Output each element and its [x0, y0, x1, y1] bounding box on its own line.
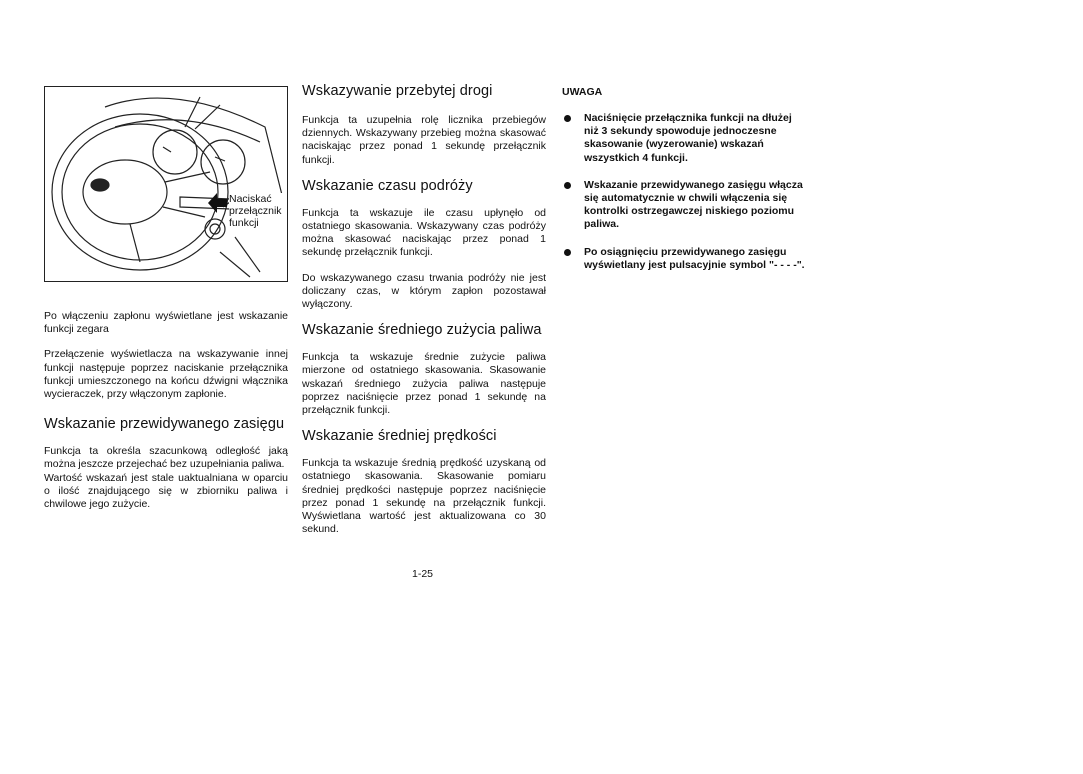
steering-wheel-drawing: [45, 87, 288, 282]
heading-trip-distance: Wskazywanie przebytej drogi: [302, 83, 493, 99]
paragraph-range-2: Wartość wskazań jest stale uaktualniana w oparciu o ilość znajdującego się w zbiorniku paliwa i chwilowe jego zużycie.: [44, 471, 288, 511]
paragraph-trip-time-1: Funkcja ta wskazuje ile czasu upłynęło od ostatniego skasowania. Wskazywany czas podróży można skasować naciskając przez ponad 1 sekundę przełącznik funkcji.: [302, 206, 546, 259]
heading-range: Wskazanie przewidywanego zasięgu: [44, 416, 285, 433]
paragraph-ignition: Po włączeniu zapłonu wyświetlane jest wskazanie funkcji zegara: [44, 310, 288, 336]
note-bullet-2: [562, 179, 808, 232]
note-title: UWAGA: [562, 86, 603, 98]
paragraph-trip-time-2: Do wskazywanego czasu trwania podróży nie jest doliczany czas, w którym zapłon pozostawał wyłączony.: [302, 271, 546, 311]
bullet-dot-icon: [564, 249, 571, 256]
note-bullet-3-text: Po osiągnięciu przewidywanego zasięgu wyświetlany jest pulsacyjnie symbol "- - - -".: [584, 245, 805, 271]
steering-wheel-illustration: [44, 86, 288, 282]
left-column: [44, 86, 288, 511]
page-number: 1-25: [412, 568, 434, 580]
paragraph-avg-fuel: Funkcja ta wskazuje średnie zużycie paliwa mierzone od ostatniego skasowania. Skasowanie wskazań średniego zużycia paliwa następuje poprzez naciśnięcie przez ponad 1 sekundę na przełącznik funkcji.: [302, 351, 546, 417]
heading-avg-speed: Wskazanie średniej prędkości: [302, 428, 497, 445]
note-bullet-1: [562, 112, 808, 165]
middle-column: [302, 82, 546, 536]
bullet-dot-icon: [564, 115, 571, 122]
paragraph-trip-distance: Funkcja ta uzupełnia rolę licznika przebiegów dziennych. Wskazywany przebieg można skasować naciskając przez ponad 1 sekundę przełącznik funkcji.: [302, 114, 546, 166]
paragraph-switching: Przełączenie wyświetlacza na wskazywanie innej funkcji następuje poprzez naciskanie przełącznika funkcji umieszczonego na końcu dźwigni włącznika wycieraczek, przy włączonym zapłonie.: [44, 348, 288, 401]
note-bullet-2-text: Wskazanie przewidywanego zasięgu włącza się automatycznie w chwili włączenia się kontrolki ostrzegawczej niskiego poziomu paliwa.: [584, 178, 803, 231]
bullet-dot-icon: [564, 182, 571, 189]
figure-callout: [229, 193, 288, 229]
heading-avg-fuel: Wskazanie średniego zużycia paliwa: [302, 322, 542, 339]
heading-trip-time: Wskazanie czasu podróży: [302, 177, 473, 194]
callout-line-3: funkcji: [229, 217, 259, 229]
paragraph-avg-speed: Funkcja ta wskazuje średnią prędkość uzyskaną od ostatniego skasowania. Skasowanie pomiaru średniej prędkości następuje poprzez naciśnięcie przez ponad 1 sekundę na przełącznik funkcji. Wyświetlana wartość jest aktualizowana co 30 sekund.: [302, 457, 546, 536]
right-column: [562, 86, 808, 286]
note-bullet-3: [562, 246, 808, 272]
paragraph-range-1: Funkcja ta określa szacunkową odległość jaką można jeszcze przejechać bez uzupełniania paliwa.: [44, 445, 288, 471]
callout-line-1: Naciskać: [229, 193, 272, 205]
note-bullet-1-text: Naciśnięcie przełącznika funkcji na dłużej niż 3 sekundy spowoduje jednoczesne skasowanie (wyzerowanie) wskazań wszystkich 4 funkcji.: [584, 112, 792, 164]
callout-line-2: przełącznik: [229, 205, 282, 217]
